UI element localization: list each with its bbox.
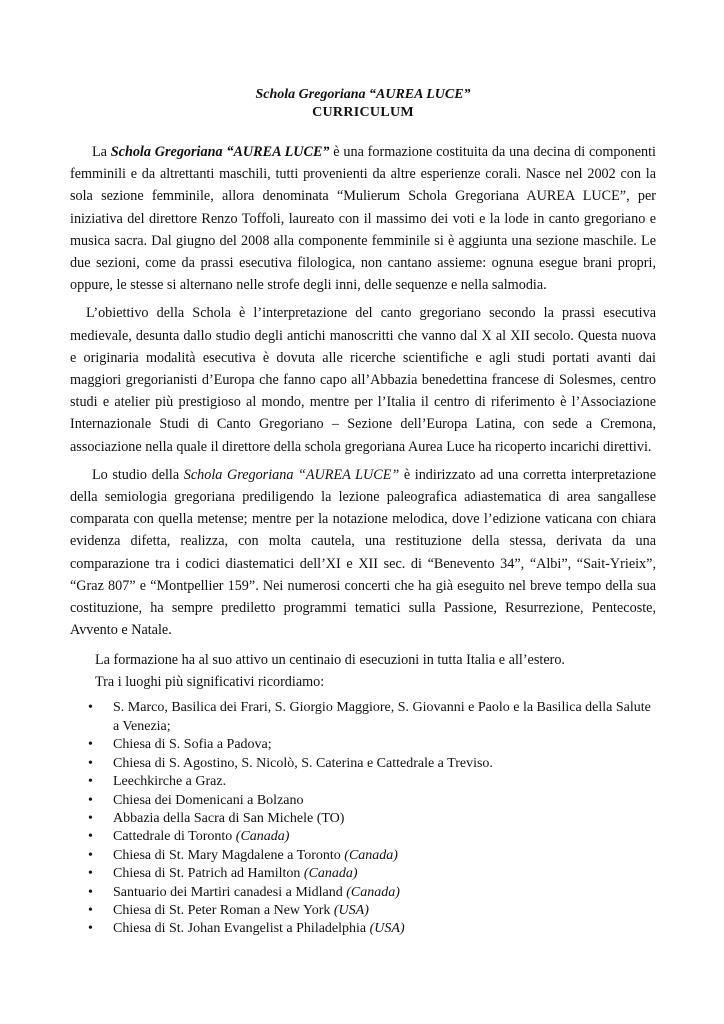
place-text: S. Marco, Basilica dei Frari, S. Giorgio Maggiore, S. Giovanni e Paolo e la Basilica della Salute a Venezia;	[113, 700, 651, 734]
bullet-icon: •	[88, 792, 93, 808]
bullet-icon: •	[88, 810, 93, 826]
paragraph-places-intro: Tra i luoghi più significativi ricordiamo:	[95, 674, 325, 691]
place-text: Chiesa di St. Patrich ad Hamilton	[113, 866, 304, 882]
bullet-icon: •	[88, 700, 93, 716]
choir-name: Schola Gregoriana “AUREA LUCE”	[110, 144, 330, 160]
list-item	[88, 755, 656, 773]
document-page	[70, 86, 656, 939]
place-text: Santuario dei Martiri canadesi a Midland	[113, 884, 347, 900]
list-item	[88, 810, 656, 828]
places-list	[70, 699, 656, 938]
list-item	[88, 736, 656, 754]
choir-name-italic: Schola Gregoriana “AUREA LUCE”	[183, 466, 400, 483]
list-item	[88, 773, 656, 791]
place-country-note: (USA)	[333, 902, 369, 918]
bullet-icon: •	[88, 847, 93, 863]
place-text: Chiesa di St. Mary Magdalene a Toronto	[113, 847, 345, 863]
paragraph-intro	[70, 141, 656, 296]
bullet-icon: •	[88, 902, 93, 918]
list-item	[88, 699, 656, 736]
place-country-note: (USA)	[369, 921, 405, 937]
bullet-icon: •	[88, 755, 93, 771]
paragraph-objective: L’obiettivo della Schola è l’interpretazione del canto gregoriano secondo la prassi esecutiva medievale, desunta dallo studio degli antichi manoscritti che vanno dal X al XII secolo. Questa nuova e originaria modalità esecutiva è dovuta alle ricerche scientifiche e agli studi portati avanti dai maggiori gregorianisti d’Europa che fanno capo all’Abbazia benedettina francese di Solesmes, centro studi e atelier più prestigioso al mondo, mentre per l’Italia il centro di riferimento è l’Associazione Internazionale Studi di Canto Gregoriano – Sezione dell’Europa Latina, con sede a Cremona, associazione nella quale il direttore della schola gregoriana Aurea Luce ha ricoperto incarichi direttivi.	[70, 305, 656, 455]
list-item	[88, 792, 656, 810]
list-item	[88, 920, 656, 938]
list-item	[88, 847, 656, 865]
bullet-icon: •	[88, 829, 93, 845]
paragraph-intro-lead: La	[92, 144, 111, 160]
place-text: Chiesa di St. Johan Evangelist a Philadelphia	[113, 921, 370, 937]
place-country-note: (Canada)	[303, 866, 358, 882]
paragraph-study-lead: Lo studio della	[92, 466, 184, 483]
list-item	[88, 828, 656, 846]
document-header	[70, 86, 656, 122]
bullet-icon: •	[88, 866, 93, 882]
place-text: Leechkirche a Graz.	[113, 774, 227, 790]
list-item	[88, 884, 656, 902]
paragraph-activity: La formazione ha al suo attivo un centinaio di esecuzioni in tutta Italia e all’estero.	[95, 652, 565, 669]
place-country-note: (Canada)	[346, 884, 400, 900]
bullet-icon: •	[88, 884, 93, 900]
place-country-note: (Canada)	[344, 847, 398, 863]
paragraph-study-body: è indirizzato ad una corretta interpretazione della semiologia gregoriana prediligendo la lezione paleografica adiastematica di area sangallese comparata con quella metense; mentre per la notazione melodica, dove l’edizione vaticana con chiara evidenza difetta, realizza, con molta cautela, una restituzione della stessa, derivata da una comparazione tra i codici diastematici dell’XI e XII sec. di “Benevento 34”, “Albi”, “Sait-Yrieix”, “Graz 807” e “Montpellier 159”. Nei numerosi concerti che ha già eseguito nel breve tempo della sua costituzione, ha sempre prediletto programmi tematici sulla Passione, Resurrezione, Pentecoste, Avvento e Natale.	[70, 466, 656, 639]
document-title: Schola Gregoriana “AUREA LUCE”	[255, 87, 471, 102]
document-subtitle: CURRICULUM	[312, 105, 414, 120]
paragraph-study	[70, 464, 656, 642]
bullet-icon: •	[88, 774, 93, 790]
place-text: Chiesa dei Domenicani a Bolzano	[113, 792, 304, 808]
bullet-icon: •	[88, 737, 93, 753]
place-text: Cattedrale di Toronto	[113, 829, 236, 845]
place-text: Abbazia della Sacra di San Michele (TO)	[113, 810, 345, 826]
bullet-icon: •	[88, 921, 93, 937]
place-text: Chiesa di St. Peter Roman a New York	[113, 902, 334, 918]
list-item	[88, 865, 656, 883]
paragraph-intro-body: è una formazione costituita da una decina di componenti femminili e da altrettanti maschili, tutti provenienti da altre esperienze corali. Nasce nel 2002 con la sola sezione femminile, allora denominata “Mulierum Schola Gregoriana AUREA LUCE”, per iniziativa del direttore Renzo Toffoli, laureato con il massimo dei voti e la lode in canto gregoriano e musica sacra. Dal giugno del 2008 alla componente femminile si è aggiunta una sezione maschile. Le due sezioni, come da prassi esecutiva filologica, non cantano assieme: ognuna esegue brani propri, oppure, le stesse si alternano nelle strofe degli inni, delle sequenze e nella salmodia.	[70, 144, 656, 294]
list-item	[88, 902, 656, 920]
place-text: Chiesa di S. Sofia a Padova;	[113, 737, 272, 753]
place-country-note: (Canada)	[235, 829, 290, 845]
place-text: Chiesa di S. Agostino, S. Nicolò, S. Caterina e Cattedrale a Treviso.	[113, 755, 493, 771]
